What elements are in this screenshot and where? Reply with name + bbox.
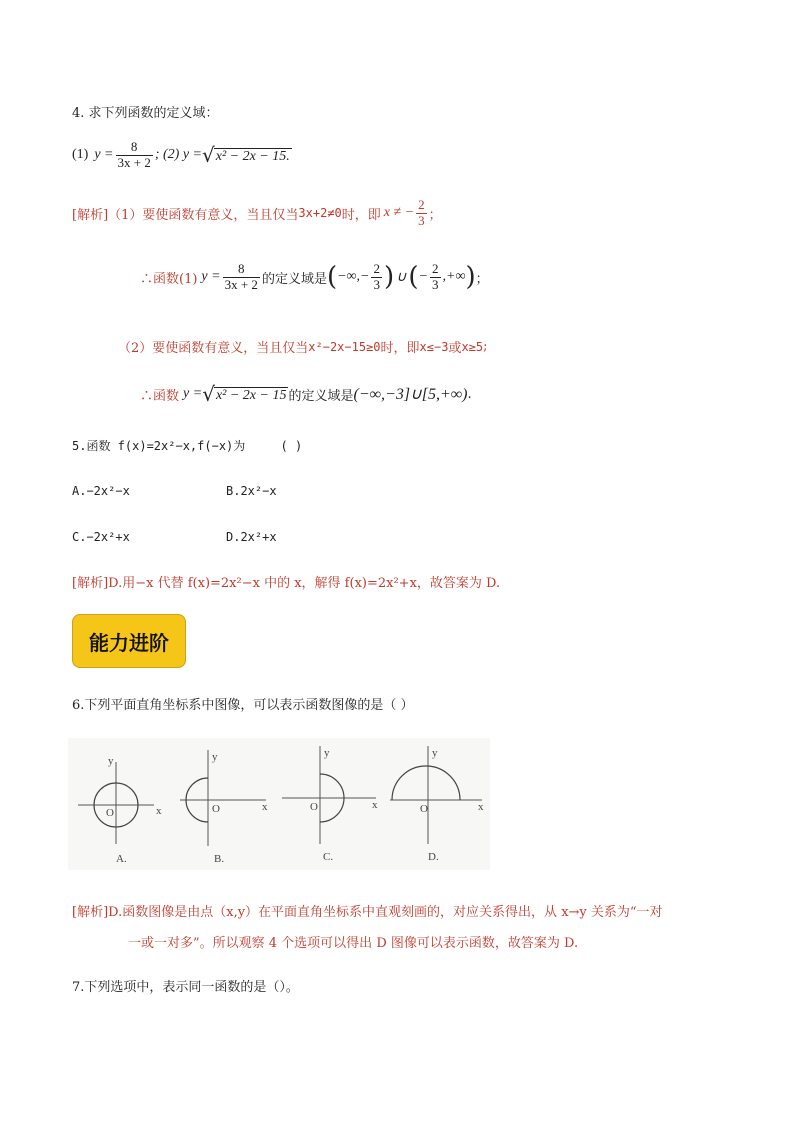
q4-ans1-frac-num: 8 — [238, 261, 245, 276]
graph-c-origin: O — [310, 801, 318, 813]
q4-sol-xneq: x ≠ − — [383, 205, 415, 221]
q4-fraction-23 — [416, 198, 427, 229]
sqrt-icon: √ — [202, 382, 215, 406]
q4-sol-cond: 3x+2≠0 — [298, 206, 342, 221]
graph-a-caption: A. — [116, 853, 127, 865]
q6-solution-line2: 一或一对多”。所以观察 4 个选项可以得出 D 图像可以表示函数，故答案为 D. — [128, 936, 579, 951]
q4-sol-end: ； — [428, 207, 442, 223]
q4-y1: y = — [94, 147, 114, 163]
q4-ans1-frac-a-num: 2 — [373, 261, 380, 276]
q4-line-prefix: (1) — [72, 147, 89, 163]
q4-ans1-end: ； — [475, 271, 489, 287]
q6-sol-text-1: D.函数图像是由点（x,y）在平面直角坐标系中直观刻画的，对应关系得出，从 x→y 关系为“一对 — [108, 905, 663, 920]
q4-ans1-frac-b-den: 3 — [432, 276, 439, 292]
q4-ans1-interval-b-end: ,+∞ — [442, 269, 466, 285]
graph-d-caption: D. — [428, 851, 439, 863]
q4-ans2-domain: 的定义域是 — [288, 388, 354, 404]
q4-ans1-union: ∪ — [396, 269, 407, 285]
q5-sol-head: [解析] — [72, 576, 109, 591]
q4-answer-2 — [140, 384, 472, 404]
q4-sol2-x1: x≤−3 — [419, 339, 449, 354]
graph-c-caption: C. — [323, 851, 334, 863]
graph-c-y-label: y — [324, 747, 330, 759]
q4-sol2-mid: 时，即 — [380, 341, 420, 356]
q4-sol-mid: 时，即 — [341, 207, 381, 223]
q5-option-a[interactable]: A.−2x²−x — [72, 484, 130, 498]
graph-a-y-label: y — [108, 755, 114, 767]
q4-ans1-y: y = — [201, 269, 221, 285]
q4-solution-1 — [72, 198, 442, 229]
q6-graphs — [68, 738, 490, 870]
q4-solution-2 — [118, 337, 488, 356]
graph-a-origin: O — [106, 807, 114, 819]
graph-b-origin: O — [212, 803, 220, 815]
graph-d-origin: O — [420, 803, 428, 815]
q5-option-b[interactable]: B.2x²−x — [226, 484, 277, 498]
q4-answer-1 — [140, 262, 489, 293]
right-paren-icon: ) — [383, 262, 395, 293]
q4-ans1-frac-b — [430, 262, 441, 293]
q4-sqrt — [202, 143, 292, 168]
q4-fraction-8 — [116, 140, 153, 171]
q4-frac23-den: 3 — [418, 212, 425, 228]
q6-title: 6.下列平面直角坐标系中图像，可以表示函数图像的是（ ） — [72, 698, 414, 713]
q4-sol2-end: ; — [483, 339, 488, 354]
graph-d-y-label: y — [432, 747, 438, 759]
left-paren-icon: ( — [326, 262, 338, 293]
q5-option-c[interactable]: C.−2x²+x — [72, 530, 130, 544]
q5-blank: ( ) — [280, 439, 303, 453]
q4-sol-head: [解析]（1）要使函数有意义，当且仅当 — [72, 207, 299, 223]
q4-ans2-sqrt — [202, 384, 288, 404]
q7-title: 7.下列选项中，表示同一函数的是（）。 — [72, 980, 299, 995]
q4-ans1-interval-b: − — [418, 269, 428, 285]
graph-a-x-label: x — [156, 805, 162, 817]
q4-ans2-end: . — [467, 386, 472, 402]
q4-ans1-domain: 的定义域是 — [261, 271, 327, 287]
q4-ans1-fraction — [223, 262, 260, 293]
q4-sol2-head: （2）要使函数有意义，当且仅当 — [118, 341, 309, 356]
q4-sol2-cond: x²−2x−15≥0 — [308, 339, 381, 354]
q5-solution — [72, 572, 500, 591]
q4-ans1-frac-a-den: 3 — [373, 276, 380, 292]
q4-ans1-frac-b-num: 2 — [432, 261, 439, 276]
q4-sol2-x2: x≥5 — [461, 339, 484, 354]
q4-ans1-frac-a — [371, 262, 382, 293]
q5-option-d[interactable]: D.2x²+x — [226, 530, 277, 544]
q4-frac-den: 3x + 2 — [117, 154, 151, 170]
q4-title: 4. 求下列函数的定义域： — [72, 106, 219, 121]
q4-ans1-therefore: ∴函数(1) — [140, 271, 198, 287]
q6-sol-head: [解析] — [72, 905, 109, 920]
q4-sol2-or: 或 — [448, 341, 462, 356]
graph-d-x-label: x — [478, 801, 484, 813]
q5-sol-text: D.用−x 代替 f(x)=2x²−x 中的 x，解得 f(x)=2x²+x，故答案为 D. — [108, 576, 501, 591]
q4-ans2-interval: (−∞,−3]∪[5,+∞) — [353, 386, 468, 403]
right-paren-icon: ) — [465, 262, 476, 293]
q5-title-text: 5.函数 f(x)=2x²−x,f(−x)为 — [72, 439, 246, 453]
sqrt-icon: √ — [202, 143, 215, 168]
q4-separator: ; (2) y = — [154, 147, 202, 163]
q6-solution-line1 — [72, 901, 663, 920]
q4-ans2-therefore: ∴函数 — [140, 388, 180, 404]
section-badge: 能力进阶 — [72, 614, 186, 668]
q4-ans2-y: y = — [183, 386, 203, 401]
q5-title — [72, 437, 302, 454]
graph-c-x-label: x — [372, 799, 378, 811]
q4-frac-num: 8 — [130, 139, 138, 154]
q4-sqrt-expr: x² − 2x − 15. — [215, 149, 290, 165]
left-paren-icon: ( — [408, 262, 419, 293]
q4-problem-line — [72, 140, 292, 171]
q4-ans1-frac-den: 3x + 2 — [224, 276, 258, 292]
graph-b-x-label: x — [262, 801, 268, 813]
q4-ans2-sqrt-expr: x² − 2x − 15 — [215, 388, 287, 403]
q4-frac23-num: 2 — [418, 197, 425, 212]
graph-b-y-label: y — [212, 751, 218, 763]
graph-b-caption: B. — [214, 853, 225, 865]
q4-ans1-interval-a: −∞,− — [337, 269, 370, 285]
